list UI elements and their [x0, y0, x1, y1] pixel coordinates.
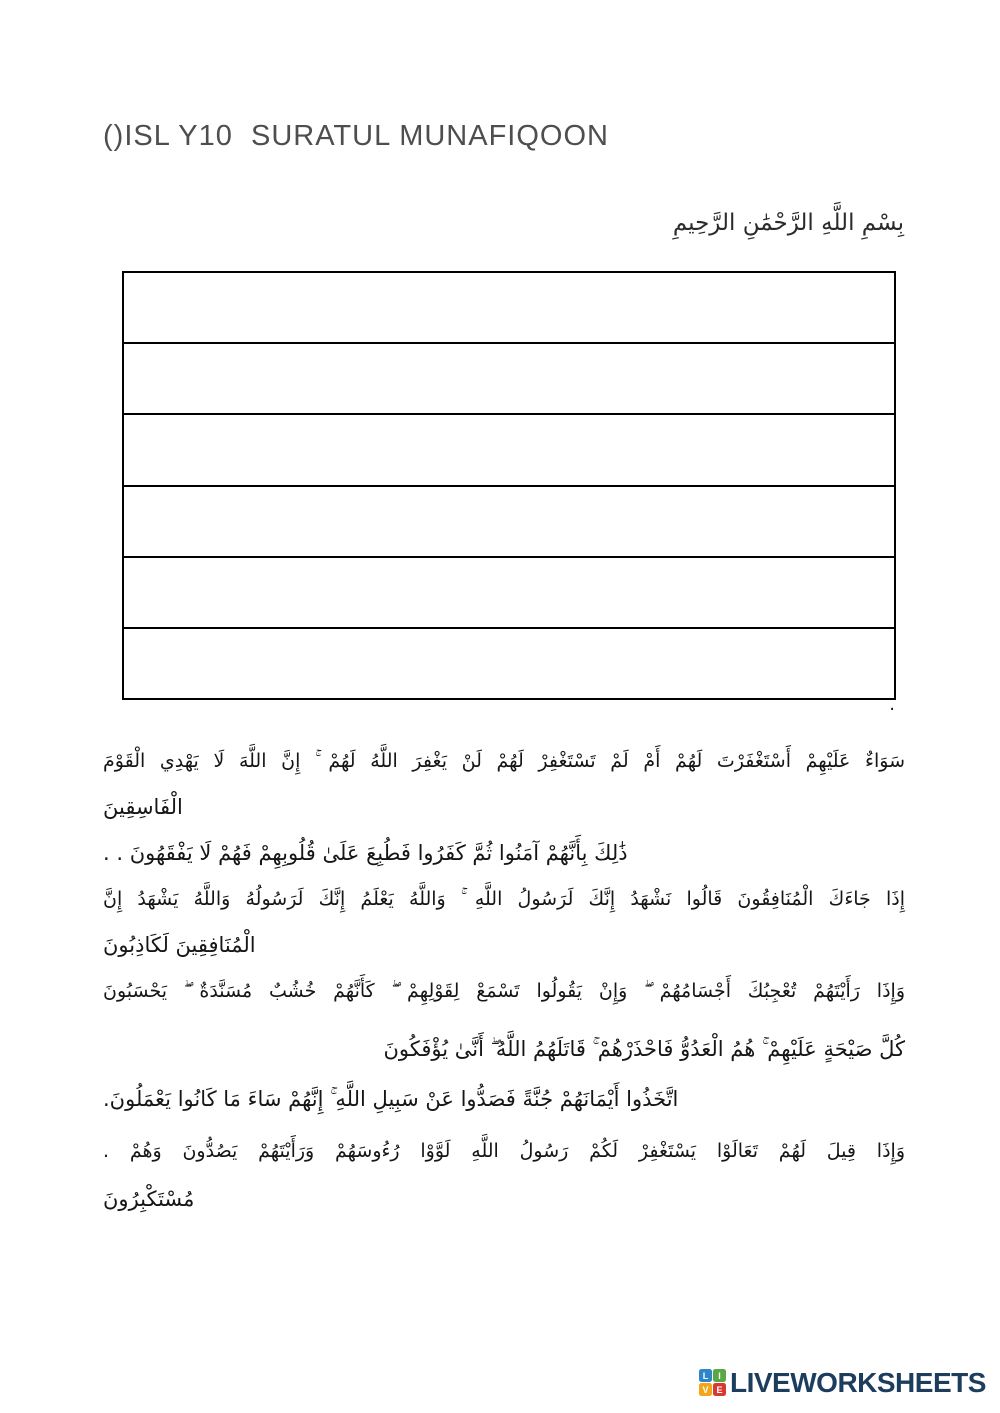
logo-letter-i: I: [713, 1369, 726, 1382]
standalone-period: .: [889, 694, 895, 715]
verse-line: سَوَاءٌ عَلَيْهِمْ أَسْتَغْفَرْتَ لَهُمْ أَمْ لَمْ تَسْتَغْفِرْ لَهُمْ لَنْ يَغْفِرَ اللَّهُ لَهُمْ ۚ إِنَّ اللَّهَ لَا يَهْدِي الْقَوْمَ: [103, 750, 905, 772]
liveworksheets-logo-icon: [699, 1369, 727, 1397]
bismillah-text: بِسْمِ اللَّهِ الرَّحْمَٰنِ الرَّحِيمِ: [672, 210, 904, 236]
verse-line: وَإِذَا رَأَيْتَهُمْ تُعْجِبُكَ أَجْسَامُهُمْ ۖ وَإِنْ يَقُولُوا تَسْمَعْ لِقَوْلِهِمْ ۖ كَأَنَّهُمْ خُشُبٌ مُسَنَّدَةٌ ۖ يَحْسَبُونَ: [103, 980, 905, 1002]
quran-text-block: [103, 738, 905, 1222]
logo-letter-e: E: [713, 1383, 726, 1396]
verse-line: الْمُنَافِقِينَ لَكَاذِبُونَ: [103, 933, 256, 957]
liveworksheets-footer[interactable]: [699, 1369, 986, 1397]
verse-line: إِذَا جَاءَكَ الْمُنَافِقُونَ قَالُوا نَشْهَدُ إِنَّكَ لَرَسُولُ اللَّهِ ۚ وَاللَّهُ يَعْلَمُ إِنَّكَ لَرَسُولُهُ وَاللَّهُ يَشْهَدُ إِنَّ: [103, 888, 905, 910]
verse-line: مُسْتَكْبِرُونَ: [103, 1187, 195, 1211]
answer-table: [122, 271, 896, 700]
logo-letter-l: L: [699, 1369, 712, 1382]
answer-row[interactable]: [124, 273, 894, 342]
verse-line: الْفَاسِقِينَ: [103, 795, 183, 819]
page-title: ()ISL Y10 SURATUL MUNAFIQOON: [103, 120, 609, 152]
verse-line: وَإِذَا قِيلَ لَهُمْ تَعَالَوْا يَسْتَغْفِرْ لَكُمْ رَسُولُ اللَّهِ لَوَّوْا رُءُوسَهُمْ وَرَأَيْتَهُمْ يَصُدُّونَ وَهُمْ .: [103, 1140, 905, 1162]
logo-letter-v: V: [699, 1383, 712, 1396]
answer-row[interactable]: [124, 485, 894, 556]
verse-line: كُلَّ صَيْحَةٍ عَلَيْهِمْ ۚ هُمُ الْعَدُوُّ فَاحْذَرْهُمْ ۚ قَاتَلَهُمُ اللَّهُ ۖ أَنَّىٰ يُؤْفَكُونَ: [383, 1037, 905, 1061]
answer-row[interactable]: [124, 627, 894, 698]
answer-row[interactable]: [124, 556, 894, 627]
answer-row[interactable]: [124, 342, 894, 413]
verse-line: ذَٰلِكَ بِأَنَّهُمْ آمَنُوا ثُمَّ كَفَرُوا فَطُبِعَ عَلَىٰ قُلُوبِهِمْ فَهُمْ لَا يَفْقَهُونَ . .: [103, 841, 628, 865]
answer-row[interactable]: [124, 413, 894, 484]
verse-line: اتَّخَذُوا أَيْمَانَهُمْ جُنَّةً فَصَدُّوا عَنْ سَبِيلِ اللَّهِ ۚ إِنَّهُمْ سَاءَ مَا كَانُوا يَعْمَلُونَ.: [103, 1087, 679, 1111]
liveworksheets-wordmark: LIVEWORKSHEETS: [730, 1367, 986, 1398]
